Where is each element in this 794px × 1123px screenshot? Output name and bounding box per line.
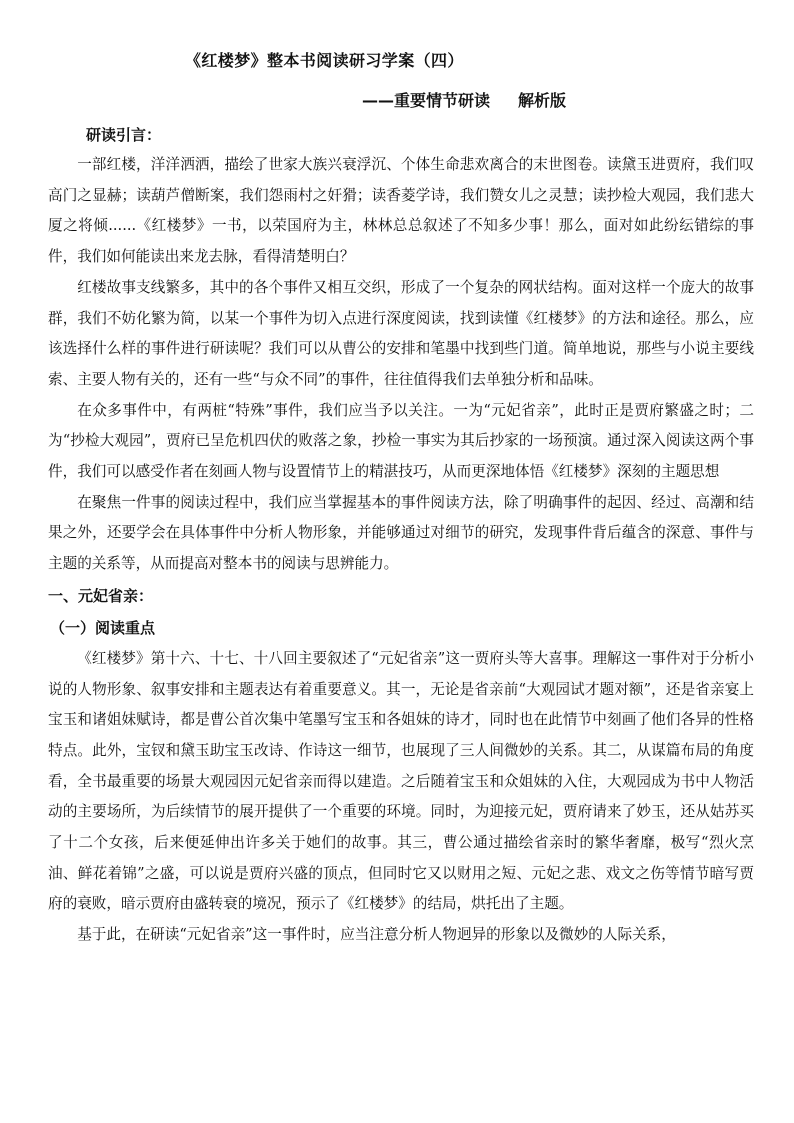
document-body	[48, 120, 754, 951]
version-tag: 解析版	[518, 91, 567, 110]
intro-paragraph-4: 在聚焦一件事的阅读过程中，我们应当掌握基本的事件阅读方法，除了明确事件的起因、经过、高潮和结果之外，还要学会在具体事件中分析人物形象，并能够通过对细节的研究，发现事件背后蕴含的深意、事件与主题的关系等，从而提高对整本书的阅读与思辨能力。	[48, 493, 754, 573]
document-title: 《红楼梦》整本书阅读研习学案（四）	[185, 51, 464, 70]
section1-paragraph-2: 基于此，在研读“元妃省亲”这一事件时，应当注意分析人物迥异的形象以及微妙的人际关系，	[77, 926, 676, 944]
section1-paragraph-1: 《红楼梦》第十六、十七、十八回主要叙述了“元妃省亲”这一贾府头等大喜事。理解这一事件对于分析小说的人物形象、叙事安排和主题表达有着重要意义。其一，无论是省亲前“大观园试才题对额”，还是省亲宴上宝玉和诸姐妹赋诗，都是曹公首次集中笔墨写宝玉和各姐妹的诗才，同时也在此情节中刻画了他们各异的性格特点。此外，宝钗和黛玉助宝玉改诗、作诗这一细节，也展现了三人间微妙的关系。其二，从谋篇布局的角度看，全书最重要的场景大观园因元妃省亲而得以建造。之后随着宝玉和众姐妹的入住，大观园成为书中人物活动的主要场所，为后续情节的展开提供了一个重要的环境。同时，为迎接元妃，贾府请来了妙玉，还从姑苏买了十二个女孩，后来便延伸出许多关于她们的故事。其三，曹公通过描绘省亲时的繁华奢靡，极写“烈火烹油、鲜花着锦”之盛，可以说是贾府兴盛的顶点，但同时它又以财用之短、元妃之悲、戏文之伤等情节暗写贾府的衰败，暗示贾府由盛转衰的境况，预示了《红楼梦》的结局，烘托出了主题。	[48, 649, 754, 913]
sub-heading-reading-focus: （一）阅读重点	[50, 618, 156, 637]
intro-heading: 研读引言：	[86, 126, 162, 144]
section-heading-yuanfei: 一、元妃省亲：	[48, 586, 154, 605]
intro-paragraph-1: 一部红楼，洋洋洒洒，描绘了世家大族兴衰浮沉、个体生命悲欢离合的末世图卷。读黛玉进贾府，我们叹高门之显赫；读葫芦僧断案，我们怨雨村之奸猾；读香菱学诗，我们赞女儿之灵慧；读抄检大观园，我们悲大厦之将倾......《红楼梦》一书，以荣国府为主，林林总总叙述了不知多少事！那么，面对如此纷纭错综的事件，我们如何能读出来龙去脉，看得清楚明白？	[48, 156, 754, 266]
intro-paragraph-2: 红楼故事支线繁多，其中的各个事件又相互交织，形成了一个复杂的网状结构。面对这样一个庞大的故事群，我们不妨化繁为简，以某一个事件为切入点进行深度阅读，找到读懂《红楼梦》的方法和途径。那么，应该选择什么样的事件进行研读呢？我们可以从曹公的安排和笔墨中找到些门道。简单地说，那些与小说主要线索、主要人物有关的，还有一些“与众不同”的事件，往往值得我们去单独分析和品味。	[48, 278, 754, 388]
intro-paragraph-3: 在众多事件中，有两桩“特殊”事件，我们应当予以关注。一为“元妃省亲”，此时正是贾府繁盛之时；二为“抄检大观园”，贾府已呈危机四伏的败落之象，抄检一事实为其后抄家的一场预演。通过深入阅读这两个事件，我们可以感受作者在刻画人物与设置情节上的精湛技巧，从而更深地体悟《红楼梦》深刻的主题思想	[48, 401, 754, 481]
subtitle-text: ——重要情节研读	[362, 91, 491, 110]
document-subtitle	[362, 88, 566, 111]
